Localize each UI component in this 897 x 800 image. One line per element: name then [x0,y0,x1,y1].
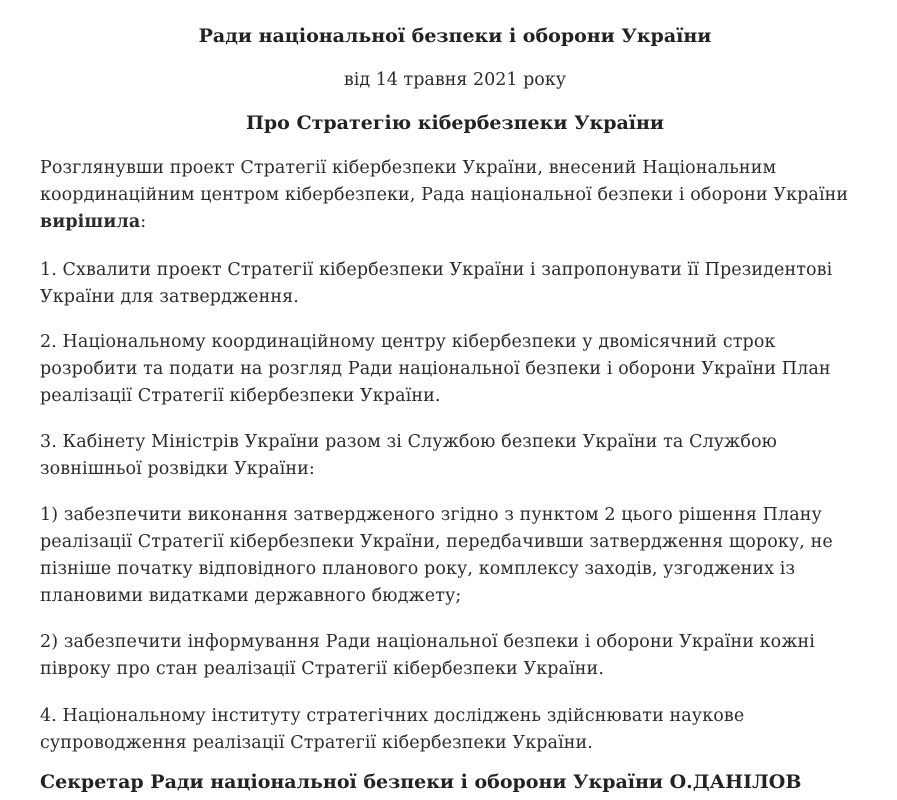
signature-line: Секретар Ради національної безпеки і оборони України О.ДАНІЛОВ [40,771,802,793]
item-2: 2. Національному координаційному центру кібербезпеки у двомісячний строк розробити та подати на розгляд Ради національної безпеки і оборони України План реалізації Стратегії кібербезпеки України. [40,332,831,406]
document-title: Про Стратегію кібербезпеки України [245,112,665,134]
decided-word: вирішила [40,212,141,232]
item-3: 3. Кабінету Міністрів України разом зі Службою безпеки України та Службою зовнішньої розвідки України: [40,432,777,479]
item-1: 1. Схвалити проект Стратегії кібербезпеки України і запропонувати її Президентові України для затвердження. [40,260,833,307]
intro-paragraph [40,155,870,236]
item-4: 4. Національному інституту стратегічних досліджень здійснювати наукове супроводження реалізації Стратегії кібербезпеки України. [40,706,745,753]
document-date: від 14 травня 2021 року [343,70,567,90]
intro-text: Розглянувши проект Стратегії кібербезпеки України, внесений Національним координаційним центром кібербезпеки, Рада національної безпеки і оборони України [40,158,849,205]
subitem-2: 2) забезпечити інформування Ради національної безпеки і оборони України кожні півроку про стан реалізації Стратегії кібербезпеки України. [40,632,815,679]
subitem-1: 1) забезпечити виконання затвердженого згідно з пунктом 2 цього рішення Плану реалізації Стратегії кібербезпеки України, передбачивши затвердження щороку, не пізніше початку відповідного планового року, комплексу заходів, узгоджених із плановими видатками державного бюджету; [40,505,833,606]
intro-colon: : [140,212,147,232]
issuer-heading: Ради національної безпеки і оборони України [198,25,712,47]
